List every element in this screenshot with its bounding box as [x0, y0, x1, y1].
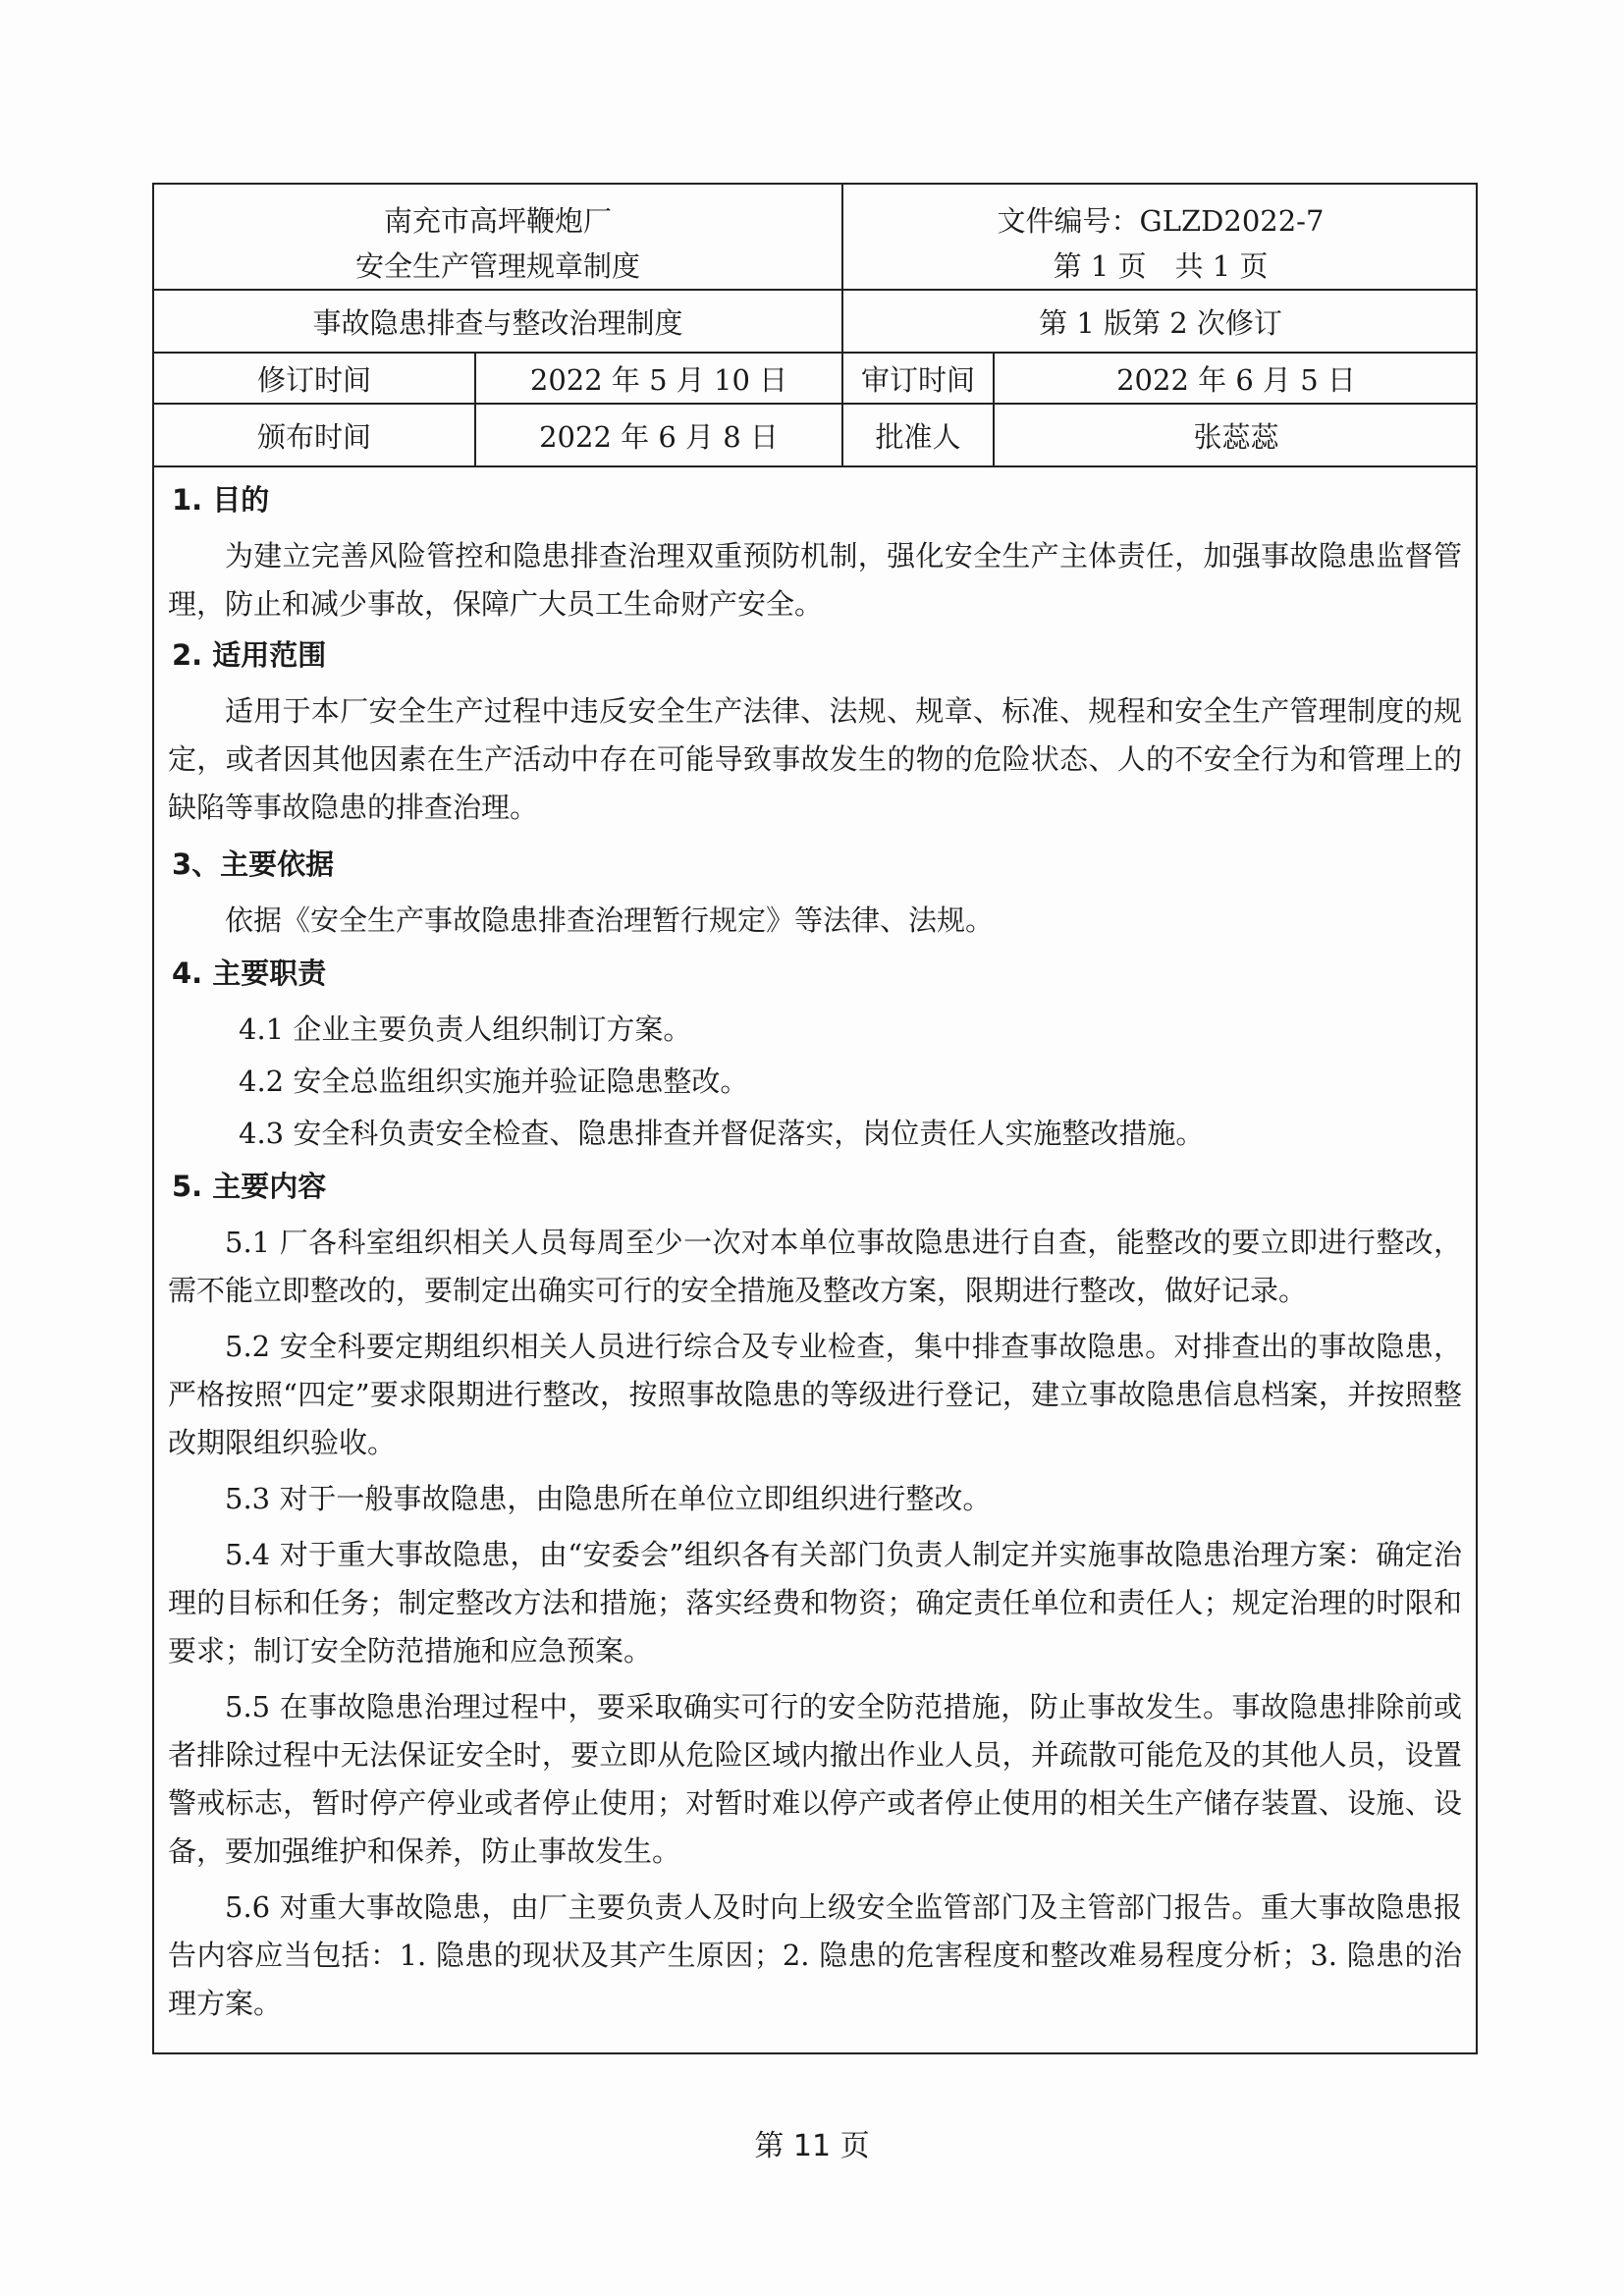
- page-number: 第 11 页: [754, 2129, 870, 2163]
- list-item: 4.3 安全科负责安全检查、隐患排查并督促落实，岗位责任人实施整改措施。: [239, 1117, 1205, 1150]
- issue-date: 2022 年 6 月 8 日: [539, 419, 779, 454]
- revise-label: 修订时间: [256, 362, 371, 397]
- paragraph: 5.2 安全科要定期组织相关人员进行综合及专业检查，集中排查事故隐患。对排查出的事故隐患，严格按照“四定”要求限期进行整改，按照事故隐患的等级进行登记，建立事故隐患信息档案，并按照整改期限组织验收。: [168, 1330, 1462, 1459]
- section-title: 3、主要依据: [172, 847, 335, 881]
- paragraph: 5.4 对于重大事故隐患，由“安委会”组织各有关部门负责人制定并实施事故隐患治理方案：确定治理的目标和任务；制定整改方法和措施；落实经费和物资；确定责任单位和责任人；规定治理的时限和要求；制订安全防范措施和应急预案。: [168, 1538, 1462, 1667]
- paragraph: 为建立完善风险管控和隐患排查治理双重预防机制，强化安全生产主体责任，加强事故隐患监督管理，防止和减少事故，保障广大员工生命财产安全。: [168, 539, 1462, 621]
- section-title: 4. 主要职责: [172, 957, 327, 990]
- issue-label: 颁布时间: [256, 419, 371, 454]
- section-title: 2. 适用范围: [172, 638, 327, 672]
- doc-title: 事故隐患排查与整改治理制度: [312, 305, 683, 340]
- paragraph: 5.5 在事故隐患治理过程中，要采取确实可行的安全防范措施，防止事故发生。事故隐患排除前或者排除过程中无法保证安全时，要立即从危险区域内撤出作业人员，并疏散可能危及的其他人员，设置警戒标志，暂时停产停业或者停止使用；对暂时难以停产或者停止使用的相关生产储存装置、设施、设备，要加强维护和保养，防止事故发生。: [168, 1690, 1462, 1868]
- header-divider: [154, 465, 1476, 467]
- section-title: 5. 主要内容: [172, 1170, 327, 1203]
- paragraph: 5.6 对重大事故隐患，由厂主要负责人及时向上级安全监管部门及主管部门报告。重大事故隐患报告内容应当包括：1. 隐患的现状及其产生原因；2. 隐患的危害程度和整改难易程度分析；3. 隐患的治理方案。: [168, 1890, 1462, 2020]
- list-item: 4.1 企业主要负责人组织制订方案。: [239, 1012, 692, 1046]
- audit-date: 2022 年 6 月 5 日: [1116, 362, 1356, 397]
- paragraph: 适用于本厂安全生产过程中违反安全生产法律、法规、规章、标准、规程和安全生产管理制度的规定，或者因其他因素在生产活动中存在可能导致事故发生的物的危险状态、人的不安全行为和管理上的缺陷等事故隐患的排查治理。: [168, 694, 1462, 824]
- section-title: 1. 目的: [172, 483, 270, 517]
- audit-label: 审订时间: [860, 362, 975, 397]
- approver-label: 批准人: [875, 419, 961, 454]
- list-item: 4.2 安全总监组织实施并验证隐患整改。: [239, 1065, 749, 1098]
- doc-class: 安全生产管理规章制度: [354, 248, 640, 283]
- paragraph: 5.1 厂各科室组织相关人员每周至少一次对本单位事故隐患进行自查，能整改的要立即进行整改，需不能立即整改的，要制定出确实可行的安全措施及整改方案，限期进行整改，做好记录。: [168, 1226, 1462, 1307]
- header-table: [154, 185, 1476, 467]
- version: 第 1 版第 2 次修订: [1039, 305, 1282, 340]
- page-info: 第 1 页 共 1 页: [1053, 248, 1269, 283]
- document-frame: [152, 183, 1478, 2054]
- paragraph: 依据《安全生产事故隐患排查治理暂行规定》等法律、法规。: [225, 903, 995, 937]
- document-body: [154, 469, 1476, 2052]
- approver-name: 张蕊蕊: [1193, 419, 1279, 454]
- revise-date: 2022 年 5 月 10 日: [529, 362, 788, 397]
- doc-number: 文件编号：GLZD2022-7: [997, 203, 1325, 238]
- company-name: 南充市高坪鞭炮厂: [383, 203, 612, 238]
- paragraph: 5.3 对于一般事故隐患，由隐患所在单位立即组织进行整改。: [225, 1482, 992, 1515]
